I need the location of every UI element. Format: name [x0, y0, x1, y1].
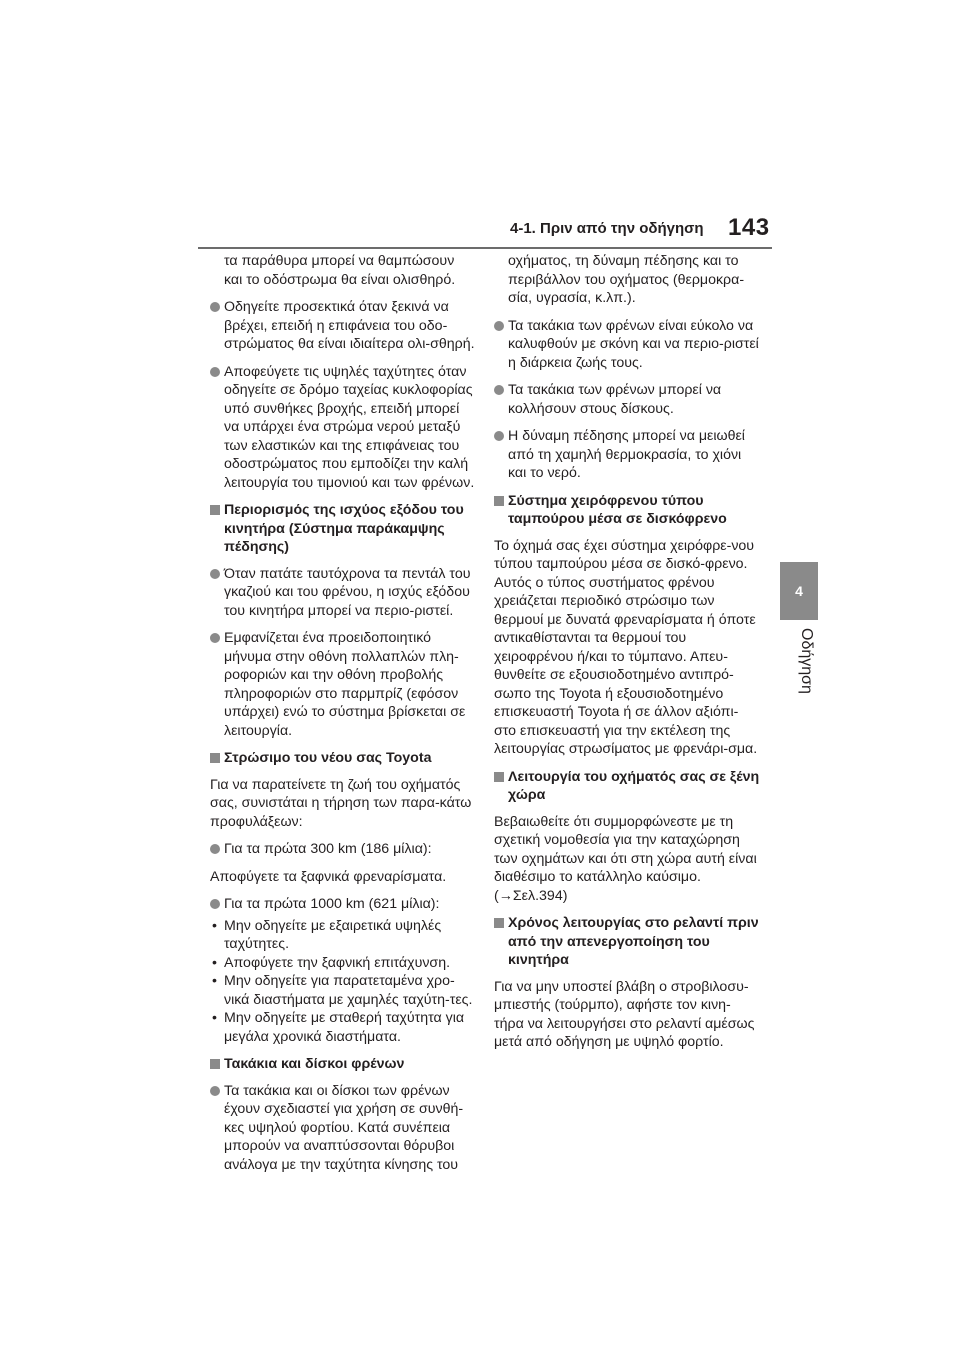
bullet-item — [494, 381, 760, 418]
section-heading — [494, 914, 760, 970]
bullet-item — [210, 363, 476, 493]
section-heading — [210, 749, 476, 768]
section-heading — [210, 501, 476, 557]
section-title: 4-1. Πριν από την οδήγηση — [510, 220, 704, 237]
bullet-item — [210, 895, 476, 914]
page-number: 143 — [728, 214, 770, 241]
bullet-dot-icon — [210, 899, 220, 909]
heading-text: Τακάκια και δίσκοι φρένων — [224, 1056, 405, 1072]
square-bullet-icon — [210, 753, 220, 763]
heading-text: Χρόνος λειτουργίας στο ρελαντί πριν από την απενεργοποίηση του κινητήρα — [508, 915, 759, 968]
paragraph: Για να παρατείνετε τη ζωή του οχήματός σας, συνιστάται η τήρηση των παρα-κάτω προφυλάξεων: — [210, 776, 472, 830]
bullet-dot-icon — [210, 844, 220, 854]
bullet-dot-icon — [210, 569, 220, 579]
list-item: • Μην οδηγείτε για παρατεταμένα χρο-νικά διαστήματα με χαμηλές ταχύτη-τες. — [210, 972, 476, 1009]
paragraph: Το όχημά σας έχει σύστημα χειρόφρε-νου τύπου ταμπούρου μέσα σε δισκό-φρενο. Αυτός ο τύπος συστήματος φρένου χρειάζεται περιοδικό στρώσιμο των θερμουί με δυνατά φρεναρίσματα ή όποτε αντικαθίστανται τα θερμουί του χειροφρένου ή/και το τύμπανο. Απευ-θυνθείτε σε εξουσιοδοτημένο αντιπρό-σωπο της Toyota ή εξουσιοδοτημένο επισκευαστή Toyota ή σε άλλον αξιόπι-στο επισκευαστή για την εκτέλεση της λειτουργίας στρωσίματος με φρενάρι-σμα. — [494, 537, 758, 757]
bullet-dot-icon — [210, 302, 220, 312]
bullet-text: Τα τακάκια των φρένων μπορεί να κολλήσουν στους δίσκους. — [508, 382, 722, 417]
heading-text: Σύστημα χειρόφρενου τύπου ταμπούρου μέσα σε δισκόφρενο — [508, 492, 727, 527]
section-heading — [210, 1055, 476, 1074]
heading-text: Λειτουργία του οχήματός σας σε ξένη χώρα — [508, 768, 760, 803]
list-item: • Μην οδηγείτε με σταθερή ταχύτητα για μεγάλα χρονικά διαστήματα. — [210, 1009, 476, 1046]
bullet-text: Τα τακάκια των φρένων είναι εύκολο να καλυφθούν με σκόνη και να περιο-ριστεί η διάρκεια ζωής τους. — [508, 317, 759, 371]
sub-list — [210, 917, 476, 1047]
paragraph — [494, 813, 760, 906]
bullet-dot-icon — [494, 321, 504, 331]
right-column — [494, 252, 760, 1061]
bullet-item — [210, 565, 476, 621]
square-bullet-icon — [494, 496, 504, 506]
bullet-item — [210, 1082, 476, 1175]
bullet-text: Για τα πρώτα 300 km (186 μίλια): — [224, 841, 432, 857]
square-bullet-icon — [494, 918, 504, 928]
heading-text: Περιορισμός της ισχύος εξόδου του κινητήρα (Σύστημα παράκαμψης πέδησης) — [224, 502, 464, 555]
left-column — [210, 252, 476, 1183]
bullet-item — [210, 298, 476, 354]
list-item: • Αποφύγετε την ξαφνική επιτάχυνση. — [210, 954, 476, 973]
bullet-item — [210, 629, 476, 740]
header-divider — [198, 247, 772, 249]
paragraph: Για να μην υποστεί βλάβη ο στροβιλοσυ-μπιεστής (τούρμπο), αφήστε τον κινη-τήρα να λειτουργήσει στο ρελαντί αμέσως μετά από οδήγηση με υψηλό φορτίο. — [494, 978, 755, 1050]
section-heading — [494, 492, 760, 529]
heading-text: Στρώσιμο του νέου σας Toyota — [224, 750, 432, 766]
continued-text: οχήματος, τη δύναμη πέδησης και το περιβάλλον του οχήματος (θερμοκρα-σία, υγρασία, κ.λπ.). — [508, 253, 745, 306]
square-bullet-icon — [210, 505, 220, 515]
chapter-number: 4 — [795, 583, 803, 599]
bullet-dot-icon — [210, 1086, 220, 1096]
bullet-dot-icon — [210, 633, 220, 643]
bullet-text: Όταν πατάτε ταυτόχρονα τα πεντάλ του γκαζιού και του φρένου, η ισχύς εξόδου του κινητήρα μπορεί να περιο-ριστεί. — [224, 565, 471, 619]
bullet-item — [494, 317, 760, 373]
section-heading — [494, 768, 760, 805]
list-item: • Μην οδηγείτε με εξαιρετικά υψηλές ταχύτητες. — [210, 917, 476, 954]
chapter-tab[interactable] — [780, 562, 818, 620]
bullet-dot-icon — [494, 385, 504, 395]
square-bullet-icon — [210, 1059, 220, 1069]
bullet-dot-icon — [210, 367, 220, 377]
chapter-label: Οδήγηση — [798, 628, 815, 694]
bullet-text: Για τα πρώτα 1000 km (621 μίλια): — [224, 896, 440, 912]
bullet-text: Η δύναμη πέδησης μπορεί να μειωθεί από τη χαμηλή θερμοκρασία, το χιόνι και το νερό. — [508, 428, 745, 481]
bullet-item — [494, 427, 760, 483]
bullet-text: Αποφεύγετε τις υψηλές ταχύτητες όταν οδηγείτε σε δρόμο ταχείας κυκλοφορίας υπό συνθήκες βροχής, επειδή μπορεί να υπάρχει ένα στρώμα νερού μεταξύ των ελαστικών και της επιφάνειας του οδοστρώματος που εμποδίζει την καλή λειτουργία του τιμονιού και των φρένων. — [224, 363, 475, 491]
bullet-dot-icon — [494, 431, 504, 441]
continued-text: τα παράθυρα μπορεί να θαμπώσουν και το οδόστρωμα θα είναι ολισθηρό. — [224, 253, 456, 288]
bullet-text: Οδηγείτε προσεκτικά όταν ξεκινά να βρέχει, επειδή η επιφάνεια του οδο-στρώματος θα είναι ιδιαίτερα ολι-σθηρή. — [224, 299, 475, 352]
bullet-text: Εμφανίζεται ένα προειδοποιητικό μήνυμα στην οθόνη πολλαπλών πλη-ροφοριών και την οθόνη προβολής πληροφοριών στο παρμπρίζ (εφόσον υπάρχει) ενώ το σύστημα βρίσκεται σε λειτουργία. — [224, 630, 466, 739]
bullet-text: Τα τακάκια και οι δίσκοι των φρένων έχουν σχεδιαστεί για χρήση σε συνθή-κες υψηλού φορτίου. Κατά συνέπεια μπορούν να αναπτύσσονται θόρυβοι ανάλογα με την ταχύτητα κίνησης του — [224, 1082, 464, 1173]
square-bullet-icon — [494, 772, 504, 782]
paragraph-text: Βεβαιωθείτε ότι συμμορφώνεστε με τη σχετική νομοθεσία για την καταχώρηση των οχημάτων και ότι στη χώρα αυτή είναι διαθέσιμο το κατάλληλο καύσιμο. — [494, 813, 757, 885]
page-reference-link[interactable]: (→Σελ.394) — [494, 887, 568, 904]
bullet-item — [210, 840, 476, 859]
paragraph: Αποφύγετε τα ξαφνικά φρεναρίσματα. — [210, 868, 447, 885]
